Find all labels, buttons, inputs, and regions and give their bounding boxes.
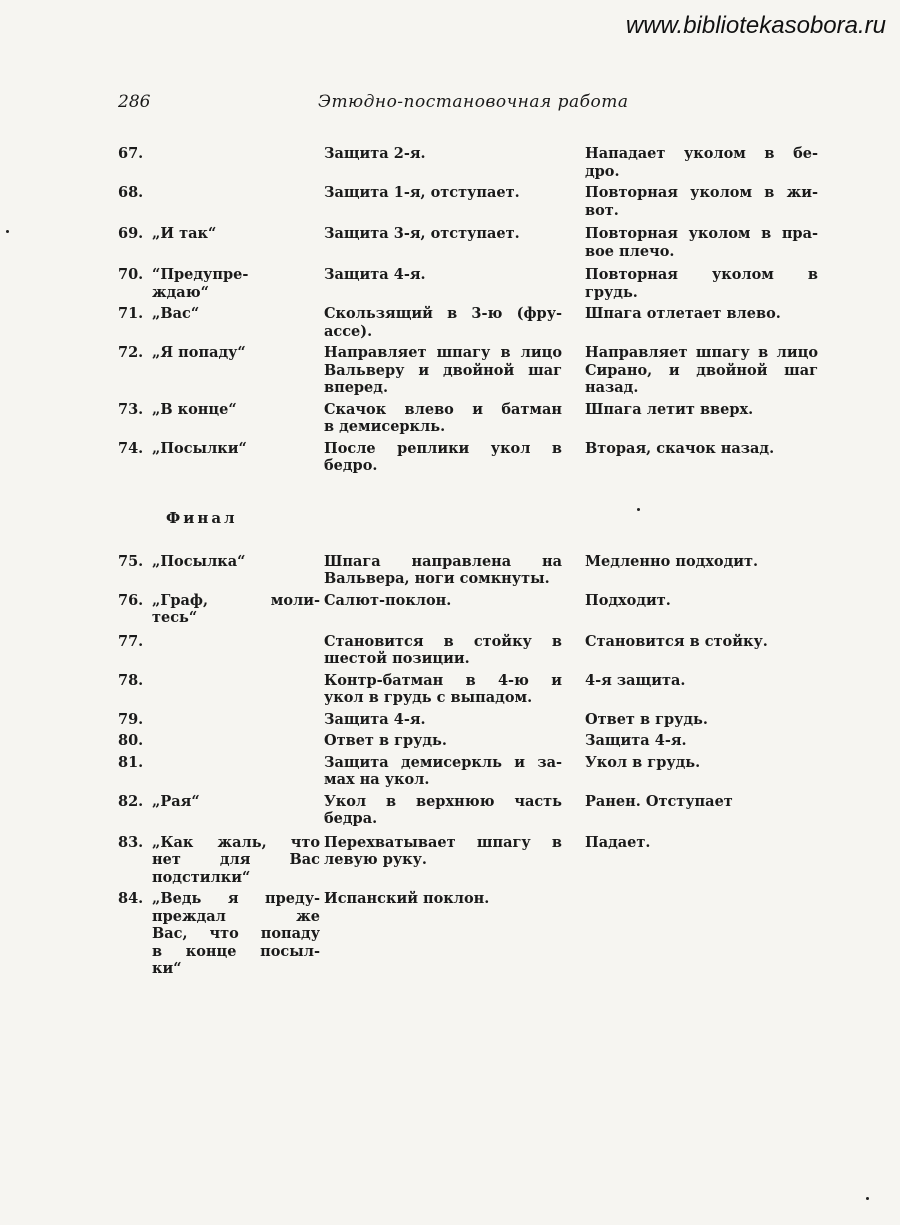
action-sirano: [320, 553, 562, 588]
table-row: [118, 890, 818, 978]
table-row: [118, 184, 818, 219]
action-sirano: [320, 145, 562, 180]
speck: [866, 1197, 869, 1200]
table-row: [118, 633, 818, 668]
action-valvert: [562, 633, 818, 668]
cue-text: [148, 672, 320, 707]
action-sirano-line: Вальверу и двойной шаг: [324, 361, 562, 379]
action-valvert: [562, 344, 818, 397]
cue-text-line: тесь“: [152, 609, 198, 626]
action-sirano: [320, 440, 562, 475]
action-valvert-line: Шпага отлетает влево.: [585, 305, 781, 322]
action-sirano-line: ассе).: [324, 322, 373, 340]
action-sirano: [320, 266, 562, 301]
action-valvert-line: Вторая, скачок назад.: [585, 439, 775, 457]
cue-text-line: „Граф, моли-: [152, 591, 320, 609]
speck: [637, 508, 640, 511]
row-number: 73.: [118, 400, 144, 418]
cue-text: [148, 145, 320, 180]
cue-text-line: „Посылка“: [152, 552, 246, 570]
row-number: 79.: [118, 710, 144, 728]
cue-text: [148, 890, 320, 978]
action-valvert-line: Повторная уколом в пра-: [585, 225, 818, 242]
action-valvert: [562, 834, 818, 887]
action-sirano-line: Защита 4-я.: [324, 266, 426, 283]
action-valvert: [562, 225, 818, 260]
table-row: [118, 145, 818, 180]
table-row: [118, 440, 818, 475]
action-sirano-line: Направляет шпагу в лицо: [324, 344, 562, 361]
action-valvert-line: Ранен. Отступает: [585, 792, 733, 810]
action-sirano: [320, 184, 562, 219]
action-sirano-line: в демисеркль.: [324, 418, 446, 435]
action-sirano: [320, 754, 562, 789]
cue-text: [148, 754, 320, 789]
action-valvert-line: Подходит.: [585, 591, 671, 609]
cue-text-line: „В конце“: [152, 400, 237, 418]
action-valvert: [562, 553, 818, 588]
action-valvert: [562, 592, 818, 627]
action-sirano-line: Укол в верхнюю часть: [324, 792, 562, 810]
cue-text: [148, 266, 320, 301]
table-row: [118, 834, 818, 887]
action-valvert-line: Укол в грудь.: [585, 753, 701, 771]
table-row: [118, 225, 818, 260]
action-valvert: [562, 305, 818, 340]
action-valvert: [562, 440, 818, 475]
action-valvert-line: Направляет шпагу в лицо: [585, 344, 818, 361]
action-valvert: [562, 793, 818, 828]
action-sirano-line: После реплики укол в: [324, 439, 562, 457]
cue-text: [148, 184, 320, 219]
cue-text: [148, 305, 320, 340]
cue-text-line: подстилки“: [152, 868, 251, 886]
action-sirano-line: Ответ в грудь.: [324, 732, 447, 749]
action-sirano: [320, 633, 562, 668]
action-sirano: [320, 890, 562, 978]
table-row: [118, 553, 818, 588]
action-valvert-line: Шпага летит вверх.: [585, 400, 754, 418]
row-number: 69.: [118, 225, 144, 242]
action-sirano: [320, 711, 562, 729]
action-sirano-line: Испанский поклон.: [324, 890, 490, 907]
cue-text: [148, 834, 320, 887]
action-valvert-line: Повторная уколом в жи-: [585, 184, 818, 201]
cue-text-line: ждаю“: [152, 283, 209, 301]
action-sirano: [320, 305, 562, 340]
action-sirano: [320, 732, 562, 750]
cue-text: [148, 401, 320, 436]
cue-text-line: „Как жаль, что: [152, 833, 320, 851]
table-row: [118, 266, 818, 301]
row-number: 77.: [118, 632, 144, 650]
row-number: 70.: [118, 266, 144, 283]
action-valvert: [562, 184, 818, 219]
page-number: 286: [118, 92, 151, 112]
action-sirano: [320, 592, 562, 627]
action-valvert-line: Защита 4-я.: [585, 732, 687, 749]
table-row: [118, 401, 818, 436]
action-sirano-line: шестой позиции.: [324, 650, 470, 667]
action-sirano-line: бедра.: [324, 810, 378, 827]
action-sirano-line: Защита 3-я, отступает.: [324, 225, 520, 242]
cue-text-line: „И так“: [152, 225, 217, 242]
cue-text: [148, 440, 320, 475]
cue-text-line: “Предупре-: [152, 266, 249, 283]
action-valvert-line: Сирано, и двойной шаг: [585, 361, 818, 379]
table-row: [118, 344, 818, 397]
row-number: 84.: [118, 890, 144, 907]
action-valvert: [562, 401, 818, 436]
cue-text-line: „Вас“: [152, 305, 200, 322]
action-valvert-line: грудь.: [585, 283, 638, 301]
table-row: [118, 672, 818, 707]
action-valvert-line: Повторная уколом в: [585, 266, 818, 283]
action-valvert-line: назад.: [585, 379, 639, 396]
table-row: [118, 754, 818, 789]
action-sirano: [320, 834, 562, 887]
action-sirano-line: укол в грудь с выпадом.: [324, 689, 533, 706]
cue-text: [148, 711, 320, 729]
table-row: [118, 305, 818, 340]
cue-text: [148, 553, 320, 588]
cue-text-line: „Ведь я преду-: [152, 890, 320, 907]
cue-text-line: „Я попаду“: [152, 344, 246, 361]
action-valvert-line: Становится в стойку.: [585, 632, 768, 650]
action-sirano-line: Защита 2-я.: [324, 145, 426, 162]
row-number: 78.: [118, 671, 144, 689]
action-sirano-line: Шпага направлена на: [324, 552, 562, 570]
watermark: www.bibliotekasobora.ru: [625, 12, 886, 39]
cue-text: [148, 592, 320, 627]
action-valvert-line: Падает.: [585, 833, 651, 851]
action-sirano-line: левую руку.: [324, 851, 427, 868]
action-sirano: [320, 344, 562, 397]
action-sirano-line: Контр-батман в 4-ю и: [324, 671, 562, 689]
action-valvert: [562, 145, 818, 180]
action-valvert: [562, 754, 818, 789]
cue-text-line: „Посылки“: [152, 439, 247, 457]
table-row: [118, 732, 818, 750]
cue-text-line: Вас, что попаду: [152, 925, 320, 942]
running-title: Этюдно-постановочная работа: [318, 92, 629, 112]
cue-text-line: преждал же: [152, 907, 320, 925]
row-number: 71.: [118, 305, 144, 322]
cue-text-line: в конце посыл-: [152, 942, 320, 960]
row-number: 67.: [118, 145, 144, 162]
cue-text: [148, 633, 320, 668]
action-valvert-line: Нападает уколом в бе-: [585, 145, 818, 162]
action-valvert-line: Медленно подходит.: [585, 552, 759, 570]
action-sirano-line: Защита 4-я.: [324, 710, 426, 728]
action-valvert: [562, 890, 818, 978]
action-sirano-line: Салют-поклон.: [324, 591, 452, 609]
row-number: 83.: [118, 833, 144, 851]
action-sirano-line: Защита демисеркль и за-: [324, 753, 562, 771]
row-number: 80.: [118, 732, 144, 749]
action-valvert: [562, 732, 818, 750]
table-row: [118, 793, 818, 828]
table-row: [118, 592, 818, 627]
action-valvert: [562, 266, 818, 301]
action-sirano-line: бедро.: [324, 457, 378, 474]
action-sirano: [320, 793, 562, 828]
cue-text-line: „Рая“: [152, 792, 200, 810]
action-valvert-line: вот.: [585, 201, 619, 219]
action-sirano-line: Становится в стойку в: [324, 632, 562, 650]
action-sirano: [320, 672, 562, 707]
cue-text-line: нет для Вас: [152, 851, 320, 868]
cue-text: [148, 732, 320, 750]
row-number: 76.: [118, 591, 144, 609]
section-heading: Финал: [166, 508, 238, 527]
action-sirano-line: Скользящий в 3-ю (фру-: [324, 305, 562, 322]
cue-text: [148, 793, 320, 828]
table-row: [118, 711, 818, 729]
action-valvert-line: вое плечо.: [585, 242, 675, 260]
action-valvert: [562, 711, 818, 729]
cue-text: [148, 225, 320, 260]
action-valvert-line: Ответ в грудь.: [585, 710, 708, 728]
action-sirano-line: мах на укол.: [324, 771, 430, 788]
row-number: 74.: [118, 439, 144, 457]
row-number: 68.: [118, 184, 144, 201]
action-valvert-line: дро.: [585, 162, 620, 180]
row-number: 81.: [118, 753, 144, 771]
row-number: 82.: [118, 792, 144, 810]
action-sirano-line: Скачок влево и батман: [324, 400, 562, 418]
action-sirano: [320, 401, 562, 436]
cue-text: [148, 344, 320, 397]
action-valvert: [562, 672, 818, 707]
speck: [6, 230, 9, 233]
action-sirano-line: Защита 1-я, отступает.: [324, 184, 520, 201]
row-number: 75.: [118, 552, 144, 570]
action-sirano-line: Перехватывает шпагу в: [324, 833, 562, 851]
action-valvert-line: 4-я защита.: [585, 671, 686, 689]
action-sirano-line: Вальвера, ноги сомкнуты.: [324, 570, 550, 587]
action-sirano: [320, 225, 562, 260]
script-table: [118, 145, 818, 982]
row-number: 72.: [118, 344, 144, 361]
action-sirano-line: вперед.: [324, 379, 388, 396]
cue-text-line: ки“: [152, 960, 182, 977]
